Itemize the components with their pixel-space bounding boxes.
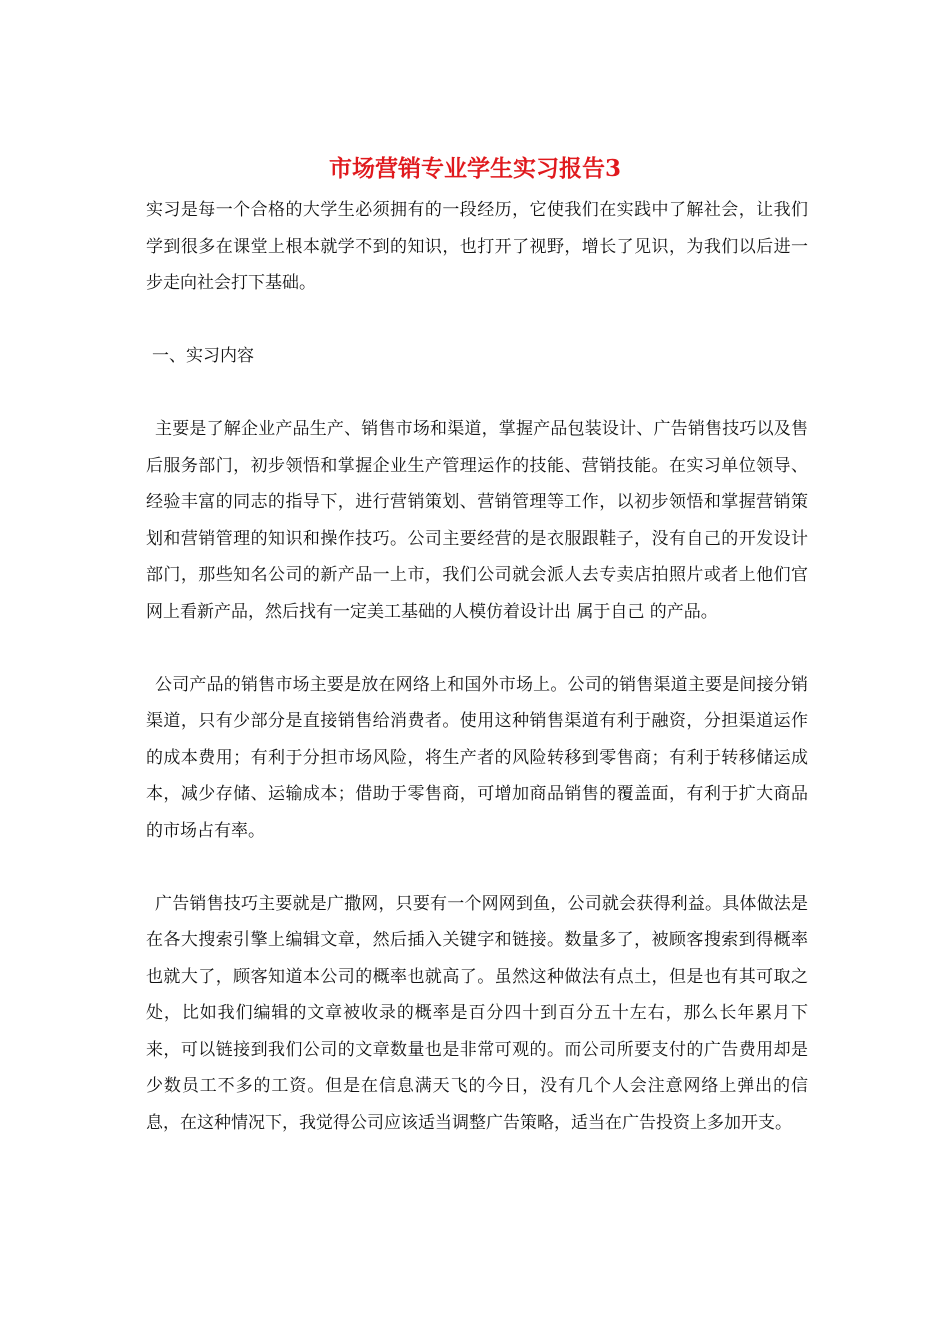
spacer [146, 849, 808, 886]
spacer [146, 375, 808, 412]
spacer [146, 302, 808, 339]
section-heading: 一、实习内容 [152, 346, 254, 366]
paragraph-advertising: 广告销售技巧主要就是广撒网，只要有一个网网到鱼，公司就会获得利益。具体做法是在各大搜索引擎上编辑文章，然后插入关键字和链接。数量多了，被顾客搜索到得概率也就大了，顾客知道本公司的概率也就高了。虽然这种做法有点土，但是也有其可取之处，比如我们编辑的文章被收录的概率是百分四十到百分五十左右，那么长年累月下来，可以链接到我们公司的文章数量也是非常可观的。而公司所要支付的广告费用却是少数员工不多的工资。但是在信息满天飞的今日，没有几个人会注意网络上弹出的信息，在这种情况下，我觉得公司应该适当调整广告策略，适当在广告投资上多加开支。 [146, 893, 808, 1133]
paragraph-content: 主要是了解企业产品生产、销售市场和渠道，掌握产品包装设计、广告销售技巧以及售后服务部门，初步领悟和掌握企业生产管理运作的技能、营销技能。在实习单位领导、经验丰富的同志的指导下，进行营销策划、营销管理等工作，以初步领悟和掌握营销策划和营销管理的知识和操作技巧。公司主要经营的是衣服跟鞋子，没有自己的开发设计部门，那些知名公司的新产品一上市，我们公司就会派人去专卖店拍照片或者上他们官网上看新产品，然后找有一定美工基础的人模仿着设计出 属于自己 的产品。 [146, 419, 808, 622]
intro-paragraph: 实习是每一个合格的大学生必须拥有的一段经历，它使我们在实践中了解社会，让我们学到很多在课堂上根本就学不到的知识，也打开了视野，增长了见识，为我们以后进一步走向社会打下基础。 [146, 200, 808, 293]
paragraph-sales-channel: 公司产品的销售市场主要是放在网络上和国外市场上。公司的销售渠道主要是间接分销渠道，只有少部分是直接销售给消费者。使用这种销售渠道有利于融资，分担渠道运作的成本费用；有利于分担市场风险，将生产者的风险转移到零售商；有利于转移储运成本，减少存储、运输成本；借助于零售商，可增加商品销售的覆盖面，有利于扩大商品的市场占有率。 [146, 674, 808, 841]
document-title: 市场营销专业学生实习报告3 [328, 155, 621, 182]
spacer [146, 630, 808, 667]
document-body [146, 192, 808, 1141]
